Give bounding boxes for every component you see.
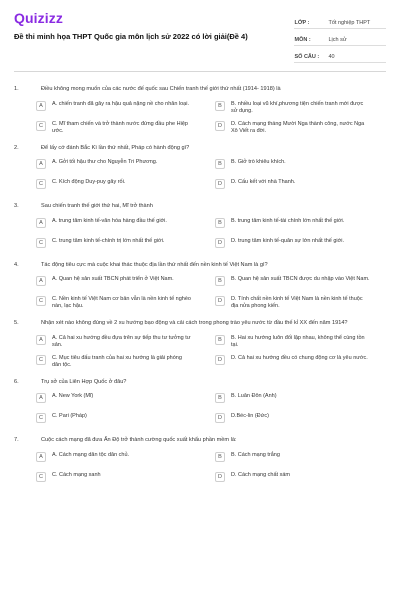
option-letter-b: B (215, 393, 225, 403)
option-letter-a: A (36, 218, 46, 228)
meta-value-subject: Lịch sử (328, 37, 347, 43)
option-letter-b: B (215, 335, 225, 345)
option-letter-c: C (36, 413, 46, 423)
option-text: C. Cách mạng xanh (52, 471, 101, 478)
option-text: D. Tính chất nền kinh tế Việt Nam là nền kinh tế thuộc địa nửa phong kiến. (231, 296, 363, 309)
question-text: Nhận xét nào không đúng về 2 xu hướng bạo động và cải cách trong phong trào yêu nước từ đầu thế kỉ XX đến năm 1914? (41, 320, 348, 326)
answer-option-d[interactable] (215, 296, 386, 310)
option-text: A. Cách mạng dân tộc dân chủ. (52, 451, 130, 458)
worksheet-header (14, 10, 386, 72)
question-1 (14, 86, 386, 135)
answer-option-d[interactable] (215, 121, 386, 135)
question-6 (14, 379, 386, 428)
answer-option-d[interactable] (215, 238, 386, 252)
answer-options (14, 452, 386, 486)
answer-options (14, 101, 386, 135)
answer-option-c[interactable] (36, 472, 207, 486)
answer-option-d[interactable] (215, 179, 386, 193)
worksheet-meta (294, 12, 386, 63)
option-letter-a: A (36, 335, 46, 345)
option-letter-b: B (215, 218, 225, 228)
question-number: 7. (14, 437, 19, 443)
question-number: 2. (14, 144, 19, 151)
question-text: Điều không mong muốn của các nước đế quốc sau Chiến tranh thế giới thứ nhất (1914- 1918) là (41, 86, 281, 92)
option-text: D. Cách mạng tháng Mười Nga thành công, nước Nga Xô Viết ra đời. (231, 120, 365, 134)
option-text: A. trung tâm kinh tế-văn hóa hàng đầu thế giới. (52, 217, 167, 224)
option-text: C. Kích động Duy-puy gây rối. (52, 179, 126, 185)
header-left (14, 10, 294, 42)
question-number: 6. (14, 378, 19, 385)
option-letter-b: B (215, 101, 225, 111)
meta-label-question-count: SỐ CÂU : (294, 54, 320, 60)
option-letter-b: B (215, 159, 225, 169)
option-text: B. Luân Đôn (Anh) (231, 393, 277, 399)
answer-option-b[interactable] (215, 218, 386, 232)
option-letter-c: C (36, 238, 46, 248)
option-letter-d: D (215, 238, 225, 248)
answer-option-a[interactable] (36, 101, 207, 115)
question-list (14, 86, 386, 486)
option-letter-b: B (215, 276, 225, 286)
option-letter-c: C (36, 179, 46, 189)
option-letter-d: D (215, 121, 225, 131)
option-letter-d: D (215, 472, 225, 482)
question-3 (14, 203, 386, 252)
answer-option-a[interactable] (36, 452, 207, 466)
answer-options (14, 393, 386, 427)
meta-value-question-count: 40 (328, 54, 335, 60)
option-letter-d: D (215, 296, 225, 306)
answer-option-c[interactable] (36, 296, 207, 310)
option-text: D.Béc-lin (Đức) (231, 413, 269, 419)
answer-option-b[interactable] (215, 452, 386, 466)
question-text: Cuộc cách mạng đã đưa Ấn Độ trở thành cường quốc xuất khẩu phần mềm là: (41, 437, 237, 443)
option-text: C. Mĩ tham chiến và trở thành nước đứng đầu phe Hiệp ước. (52, 120, 188, 134)
option-letter-a: A (36, 452, 46, 462)
option-text: C. Nền kinh tế Việt Nam cơ bản vẫn là nền kinh tế nghèo nàn, lạc hậu. (52, 296, 191, 309)
question-4 (14, 262, 386, 311)
option-text: D. Cách mạng chất xám (231, 471, 290, 478)
option-text: B. trung tâm kinh tế-tài chính lớn nhất thế giới. (231, 217, 345, 224)
option-text: A. New York (Mĩ) (52, 393, 94, 399)
answer-option-c[interactable] (36, 355, 207, 369)
answer-option-d[interactable] (215, 355, 386, 369)
answer-option-a[interactable] (36, 159, 207, 173)
option-text: C. trung tâm kinh tế-chính trị lớn nhất thế giới. (52, 237, 165, 244)
option-text: D. Cả hai xu hướng đều có chung động cơ là yêu nước. (231, 354, 368, 361)
answer-option-c[interactable] (36, 121, 207, 135)
answer-option-c[interactable] (36, 238, 207, 252)
option-text: A. Cả hai xu hướng đều đựa trên sự tiếp thu tư tưởng tư sản. (52, 334, 191, 348)
meta-label-subject: MÔN : (294, 37, 311, 43)
answer-option-c[interactable] (36, 179, 207, 193)
question-2 (14, 145, 386, 194)
meta-row-subject (294, 29, 386, 46)
option-letter-c: C (36, 355, 46, 365)
answer-option-b[interactable] (215, 276, 386, 290)
answer-option-d[interactable] (215, 472, 386, 486)
meta-label-class: LỚP : (294, 20, 310, 26)
answer-options (14, 218, 386, 252)
option-letter-d: D (215, 355, 225, 365)
question-text: Trụ sở của Liên Hợp Quốc ở đâu? (41, 378, 127, 385)
answer-option-b[interactable] (215, 393, 386, 407)
option-text: B. nhiều loại vũ khí,phương tiện chiến tranh mới được sử dụng. (231, 100, 364, 114)
answer-options (14, 335, 386, 369)
option-text: C. Mục tiêu đấu tranh của hai xu hướng là giải phóng dân tộc. (52, 354, 182, 368)
option-letter-a: A (36, 393, 46, 403)
question-number: 5. (14, 320, 19, 326)
answer-option-c[interactable] (36, 413, 207, 427)
option-letter-b: B (215, 452, 225, 462)
option-letter-c: C (36, 296, 46, 306)
answer-option-a[interactable] (36, 335, 207, 349)
option-letter-a: A (36, 159, 46, 169)
question-7 (14, 437, 386, 486)
option-text: A. Quan hệ sản xuất TBCN phát triển ở Việt Nam. (52, 276, 174, 282)
question-number: 4. (14, 261, 19, 268)
answer-option-a[interactable] (36, 276, 207, 290)
meta-value-class: Tốt nghiệp THPT (328, 20, 371, 26)
worksheet-title: Đề thi minh họa THPT Quốc gia môn lịch sử 2022 có lời giải(Đề 4) (14, 32, 248, 41)
option-text: B. Giở trò khiêu khích. (231, 159, 286, 165)
option-text: D. Cấu kết với nhà Thanh. (231, 179, 296, 185)
quizizz-logo: Quizizz (14, 10, 63, 26)
option-letter-a: A (36, 101, 46, 111)
answer-options (14, 159, 386, 193)
question-number: 1. (14, 86, 19, 92)
option-text: A. Gởi tối hậu thư cho Nguyễn Tri Phương. (52, 159, 158, 165)
option-letter-a: A (36, 276, 46, 286)
answer-option-b[interactable] (215, 101, 386, 115)
question-text: Sau chiến tranh thế giới thứ hai, Mĩ trở thành (41, 203, 153, 209)
question-text: Để lấy cớ đánh Bắc Kì lần thứ nhất, Pháp có hành động gì? (41, 144, 190, 151)
option-letter-c: C (36, 121, 46, 131)
answer-option-b[interactable] (215, 159, 386, 173)
meta-row-question-count (294, 46, 386, 63)
answer-option-d[interactable] (215, 413, 386, 427)
option-text: D. trung tâm kinh tế-quân sự lớn nhất thế giới. (231, 237, 345, 244)
option-text: B. Hai xu hướng luôn đối lập nhau, không thể cùng tồn tại. (231, 334, 365, 348)
option-letter-d: D (215, 413, 225, 423)
question-text: Tác động tiêu cực mà cuộc khai thác thuộc địa lần thứ nhất đến nền kinh tế Việt Nam là gì? (41, 261, 268, 268)
meta-row-class (294, 12, 386, 29)
option-letter-d: D (215, 179, 225, 189)
option-text: C. Pari (Pháp) (52, 413, 87, 419)
answer-option-a[interactable] (36, 218, 207, 232)
answer-options (14, 276, 386, 310)
answer-option-b[interactable] (215, 335, 386, 349)
answer-option-a[interactable] (36, 393, 207, 407)
option-text: A. chiến tranh đã gây ra hậu quả nặng nề cho nhân loại. (52, 100, 189, 107)
question-5 (14, 320, 386, 369)
option-letter-c: C (36, 472, 46, 482)
question-number: 3. (14, 203, 19, 209)
option-text: B. Cách mạng trắng (231, 451, 280, 458)
option-text: B. Quan hệ sản xuất TBCN được du nhập vào Việt Nam. (231, 276, 370, 282)
